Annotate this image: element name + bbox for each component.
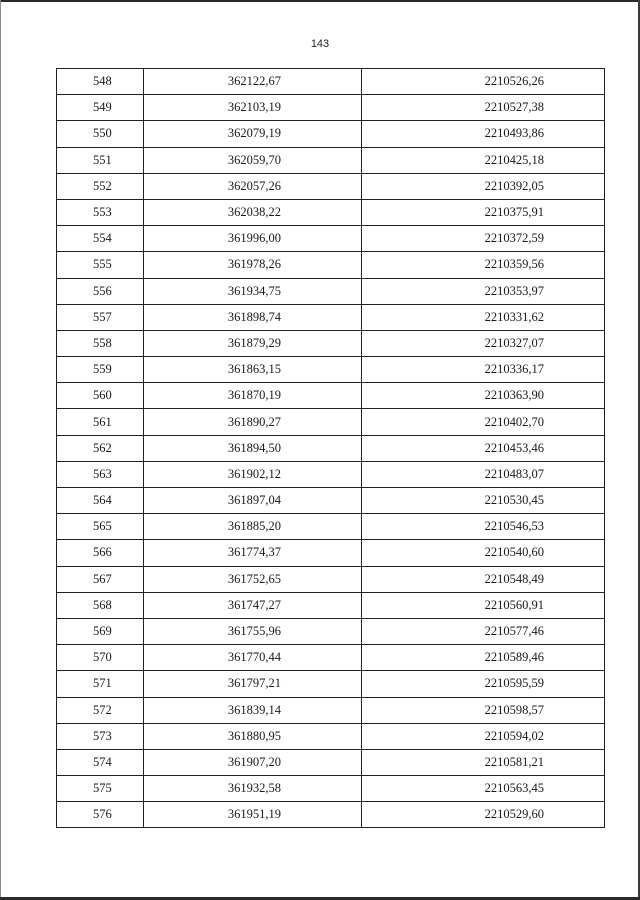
table-row <box>57 252 605 278</box>
x-coordinate-cell: 361890,27 <box>144 409 362 435</box>
table-row <box>57 802 605 828</box>
table-row <box>57 330 605 356</box>
point-number-cell: 569 <box>57 618 144 644</box>
x-coordinate-cell: 362122,67 <box>144 69 362 95</box>
point-number-cell: 554 <box>57 226 144 252</box>
point-number-cell: 576 <box>57 802 144 828</box>
x-coordinate-cell: 361770,44 <box>144 645 362 671</box>
x-coordinate-cell: 361863,15 <box>144 357 362 383</box>
point-number-cell: 567 <box>57 566 144 592</box>
y-coordinate-cell: 2210392,05 <box>362 173 605 199</box>
y-coordinate-cell: 2210527,38 <box>362 95 605 121</box>
x-coordinate-cell: 361774,37 <box>144 540 362 566</box>
x-coordinate-cell: 361880,95 <box>144 723 362 749</box>
point-number-cell: 575 <box>57 776 144 802</box>
point-number-cell: 548 <box>57 69 144 95</box>
point-number-cell: 570 <box>57 645 144 671</box>
table-row <box>57 540 605 566</box>
table-row <box>57 776 605 802</box>
x-coordinate-cell: 361932,58 <box>144 776 362 802</box>
x-coordinate-cell: 361951,19 <box>144 802 362 828</box>
x-coordinate-cell: 361934,75 <box>144 278 362 304</box>
table-row <box>57 435 605 461</box>
y-coordinate-cell: 2210540,60 <box>362 540 605 566</box>
y-coordinate-cell: 2210425,18 <box>362 147 605 173</box>
point-number-cell: 568 <box>57 592 144 618</box>
table-row <box>57 147 605 173</box>
table-row <box>57 121 605 147</box>
table-row <box>57 69 605 95</box>
table-row <box>57 671 605 697</box>
point-number-cell: 564 <box>57 488 144 514</box>
x-coordinate-cell: 361752,65 <box>144 566 362 592</box>
table-row <box>57 199 605 225</box>
x-coordinate-cell: 361897,04 <box>144 488 362 514</box>
x-coordinate-cell: 361839,14 <box>144 697 362 723</box>
y-coordinate-cell: 2210327,07 <box>362 330 605 356</box>
point-number-cell: 572 <box>57 697 144 723</box>
y-coordinate-cell: 2210577,46 <box>362 618 605 644</box>
y-coordinate-cell: 2210548,49 <box>362 566 605 592</box>
table-row <box>57 304 605 330</box>
point-number-cell: 556 <box>57 278 144 304</box>
point-number-cell: 549 <box>57 95 144 121</box>
table-row <box>57 592 605 618</box>
point-number-cell: 550 <box>57 121 144 147</box>
table-row <box>57 357 605 383</box>
y-coordinate-cell: 2210594,02 <box>362 723 605 749</box>
point-number-cell: 573 <box>57 723 144 749</box>
table-row <box>57 618 605 644</box>
point-number-cell: 560 <box>57 383 144 409</box>
x-coordinate-cell: 361894,50 <box>144 435 362 461</box>
table-row <box>57 723 605 749</box>
scan-border-top <box>0 0 640 2</box>
point-number-cell: 553 <box>57 199 144 225</box>
x-coordinate-cell: 362103,19 <box>144 95 362 121</box>
table-row <box>57 409 605 435</box>
coordinates-table <box>56 68 605 828</box>
coordinates-table-body <box>57 69 605 828</box>
x-coordinate-cell: 361898,74 <box>144 304 362 330</box>
table-row <box>57 461 605 487</box>
y-coordinate-cell: 2210581,21 <box>362 749 605 775</box>
table-row <box>57 226 605 252</box>
point-number-cell: 574 <box>57 749 144 775</box>
y-coordinate-cell: 2210595,59 <box>362 671 605 697</box>
x-coordinate-cell: 361902,12 <box>144 461 362 487</box>
table-row <box>57 383 605 409</box>
point-number-cell: 566 <box>57 540 144 566</box>
y-coordinate-cell: 2210336,17 <box>362 357 605 383</box>
table-row <box>57 95 605 121</box>
table-row <box>57 488 605 514</box>
point-number-cell: 571 <box>57 671 144 697</box>
table-row <box>57 514 605 540</box>
point-number-cell: 565 <box>57 514 144 540</box>
x-coordinate-cell: 362079,19 <box>144 121 362 147</box>
y-coordinate-cell: 2210331,62 <box>362 304 605 330</box>
y-coordinate-cell: 2210546,53 <box>362 514 605 540</box>
y-coordinate-cell: 2210402,70 <box>362 409 605 435</box>
y-coordinate-cell: 2210375,91 <box>362 199 605 225</box>
y-coordinate-cell: 2210453,46 <box>362 435 605 461</box>
y-coordinate-cell: 2210530,45 <box>362 488 605 514</box>
x-coordinate-cell: 361879,29 <box>144 330 362 356</box>
x-coordinate-cell: 362038,22 <box>144 199 362 225</box>
x-coordinate-cell: 361978,26 <box>144 252 362 278</box>
point-number-cell: 557 <box>57 304 144 330</box>
y-coordinate-cell: 2210359,56 <box>362 252 605 278</box>
scan-border-left <box>0 0 1 900</box>
x-coordinate-cell: 362059,70 <box>144 147 362 173</box>
point-number-cell: 552 <box>57 173 144 199</box>
y-coordinate-cell: 2210529,60 <box>362 802 605 828</box>
table-row <box>57 645 605 671</box>
point-number-cell: 551 <box>57 147 144 173</box>
y-coordinate-cell: 2210493,86 <box>362 121 605 147</box>
point-number-cell: 555 <box>57 252 144 278</box>
point-number-cell: 559 <box>57 357 144 383</box>
x-coordinate-cell: 361885,20 <box>144 514 362 540</box>
y-coordinate-cell: 2210483,07 <box>362 461 605 487</box>
point-number-cell: 558 <box>57 330 144 356</box>
x-coordinate-cell: 361747,27 <box>144 592 362 618</box>
point-number-cell: 561 <box>57 409 144 435</box>
y-coordinate-cell: 2210353,97 <box>362 278 605 304</box>
x-coordinate-cell: 361797,21 <box>144 671 362 697</box>
page-number: 143 <box>310 38 330 50</box>
table-row <box>57 697 605 723</box>
y-coordinate-cell: 2210526,26 <box>362 69 605 95</box>
table-row <box>57 278 605 304</box>
y-coordinate-cell: 2210563,45 <box>362 776 605 802</box>
y-coordinate-cell: 2210560,91 <box>362 592 605 618</box>
table-row <box>57 749 605 775</box>
x-coordinate-cell: 361870,19 <box>144 383 362 409</box>
table-row <box>57 566 605 592</box>
x-coordinate-cell: 362057,26 <box>144 173 362 199</box>
y-coordinate-cell: 2210589,46 <box>362 645 605 671</box>
x-coordinate-cell: 361907,20 <box>144 749 362 775</box>
y-coordinate-cell: 2210372,59 <box>362 226 605 252</box>
y-coordinate-cell: 2210598,57 <box>362 697 605 723</box>
x-coordinate-cell: 361755,96 <box>144 618 362 644</box>
x-coordinate-cell: 361996,00 <box>144 226 362 252</box>
point-number-cell: 563 <box>57 461 144 487</box>
point-number-cell: 562 <box>57 435 144 461</box>
table-row <box>57 173 605 199</box>
y-coordinate-cell: 2210363,90 <box>362 383 605 409</box>
